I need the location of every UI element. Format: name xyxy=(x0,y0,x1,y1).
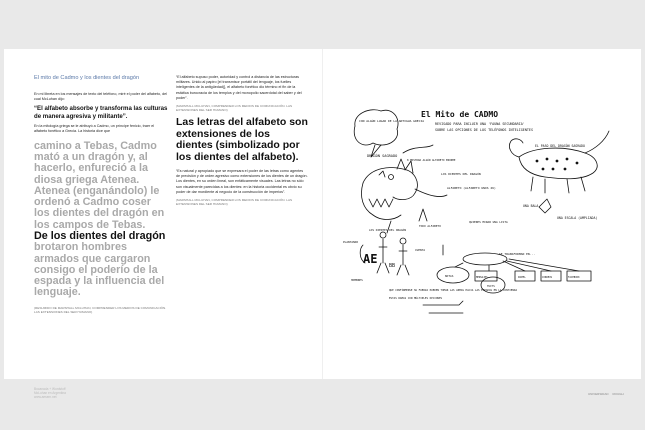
big-line: Atenea (enganándolo) le xyxy=(34,184,160,197)
teeth-paragraph: “Es natural y apropiado que se expresara el poder de las letras como agentes de precisión y de orden agresivo como extensiones de los dientes de un dragón. Los dientes, en su orden lineal, son enfáticamente visuales. Las letras no sólo son visualmente parecidas a los dientes: en la historia occidental es obvio su poder de dar mordiente al negocio de la construcción de imperios”. xyxy=(176,169,308,194)
label-ocho: 8 MOSTRAR ALGÚN ALFABETO ENORME xyxy=(407,159,456,162)
footer-credits xyxy=(34,387,66,400)
big-line: hacerlo, enfureció a la xyxy=(34,162,149,175)
big-line: brotaron hombres xyxy=(34,241,127,254)
label-papel: PAPEL xyxy=(518,276,526,279)
soldier xyxy=(377,239,389,273)
label-correos: CORREOS xyxy=(542,276,553,279)
myth-paragraph: En la mitología griega se le atribuyó a Cadmo, un príncipe fenicio, traer el alfabeto fonético a Grecia. La historia dice que xyxy=(34,124,155,134)
citation: (RESUMIDO DE MARSHALL MCLUHAN, COMPRENDER LOS MEDIOS DE COMUNICACIÓN. LAS EXTENSIONES DEL SER HUMANO) xyxy=(34,305,167,314)
citation: (MARSHALL MCLUHAN, COMPRENDER LOS MEDIOS DE COMUNICACIÓN. LAS EXTENSIONES DEL SER HUMANO) xyxy=(176,104,293,113)
label-tuits: TUITS xyxy=(487,285,495,288)
label-alfabeto: ALFABETO (ALFABETO UNOS 26) xyxy=(447,186,496,190)
label-quiere: QUIERES MIRAR UNA LISTA xyxy=(469,220,508,224)
label-una: UNA BALA xyxy=(523,204,539,208)
mcluhan-quote: “El alfabeto absorbe y transforma las culturas de manera agresiva y militante”. xyxy=(34,105,168,120)
label-deudor: LOS DIENTES DEL DRAGÓN xyxy=(369,228,407,232)
label-dragon: DRAGÓN SAGRADO xyxy=(367,154,398,158)
book-spread xyxy=(4,49,641,400)
label-cargan xyxy=(389,287,517,292)
label-plantar: PLANTANDO xyxy=(343,240,359,244)
footer-line: Bocanada + Wordstuff xyxy=(34,387,66,391)
cadmo-sketch xyxy=(323,49,641,379)
label-estas: ESTAS RAMAS CON MÚLTIPLES OPCIONES xyxy=(389,297,443,300)
big-line: armados que cargaron xyxy=(34,252,151,265)
label-transforma: SE TRANSFORMAN EN... xyxy=(499,252,536,256)
label-mensajes: MENSAJES xyxy=(476,276,488,279)
big-line: lenguaje. xyxy=(34,286,81,299)
big-line: espada y la influencia del xyxy=(34,275,165,288)
power-paragraph: “El alfabeto supuso poder, autoridad y control a distancia de las estructuras militares. Unido al papiro [el transmisor portátil del lenguaje, los fuelles inteligentes de la antigüedad)], el alfabeto fonético dio término el fin de la estática burocracia de los templos y del monopolio sacerdotal del saber y del poder”. xyxy=(176,75,302,100)
footer-line: McLuhan en Argentina xyxy=(34,391,66,396)
label-facebook: FACEBOOK xyxy=(568,276,580,279)
big-line: mató a un dragón y, al xyxy=(34,150,148,163)
label-fierro: TODO ALFABETO xyxy=(419,224,441,228)
right-page xyxy=(323,49,641,396)
sketch-subtitle: REVISADO PARA INCLUIR UNA 'FAUNA SECUNDARIA' xyxy=(435,122,525,126)
dragon-head xyxy=(363,168,417,200)
label-pasto: EL PASO DEL DRAGÓN SAGRADO xyxy=(535,144,585,148)
label-notas: NOTAS xyxy=(445,274,454,278)
alphabet-letters-drawing: AE xyxy=(363,252,378,266)
myth-big-text-dark: De los dientes del dragón xyxy=(34,230,166,242)
label-cargan-text: QUE CONFÍRMENSE SU FUERZA PUEDEN TOMAR LAS ARMAS HACIA LAS ESPADAS EN LA CONTIENDA xyxy=(389,289,518,292)
footer-line: www.aesem.net xyxy=(34,395,57,400)
balloon-text: CON ALGÚN LUGAR DE LA ANTIGUA GRECIA xyxy=(359,119,425,123)
intro-paragraph: En mi libreta en los mensajes de texto del teléfono, miré el poder del alfabeto, del cual McLuhan dijo: xyxy=(34,92,168,102)
logo-university: UNIVERSIDAD xyxy=(588,392,609,396)
label-ampliada: UNA ESCALA (AMPLIADA) xyxy=(557,216,598,220)
big-line: camino a Tebas, Cadmo xyxy=(34,139,157,152)
left-column xyxy=(34,75,168,318)
middle-column xyxy=(176,75,308,210)
big-line: los campos de Tebas. xyxy=(34,218,146,231)
big-line: ordenó a Cadmo coser xyxy=(34,196,151,209)
sketch-subtitle: SOBRE LAS OPCIONES DE LOS TELÉFONOS INTELIGENTES xyxy=(435,128,533,132)
left-page xyxy=(4,49,322,400)
big-line: diosa griega Atenea. xyxy=(34,173,140,186)
teeth-heading: Las letras del alfabeto son extensiones de los dientes (simbolizado por los dientes del alfabeto). xyxy=(176,116,308,163)
big-line: los dientes del dragón en xyxy=(34,207,165,220)
alphabet-letters-drawing-small: BB xyxy=(389,263,396,269)
myth-big-text-grey-2 xyxy=(34,242,168,298)
balloon-outline xyxy=(354,110,398,145)
citation: (MARSHALL MCLUHAN, COMPRENDER LOS MEDIOS DE COMUNICACIÓN. LAS EXTENSIONES DEL SER HUMANO) xyxy=(176,198,293,207)
dragon-teeth xyxy=(369,199,393,207)
label-cuenta: CUENTA xyxy=(415,248,426,252)
section-title: El mito de Cadmo y los dientes del dragón xyxy=(34,75,140,81)
footer-logos xyxy=(588,393,624,397)
label-hombres: HOMBRES xyxy=(351,278,363,282)
sketch-title: El Mito de CADMO xyxy=(421,110,499,119)
label-dientes: LOS DIENTES DEL DRAGÓN xyxy=(441,172,481,176)
big-line: consigo el poderío de la xyxy=(34,263,158,276)
myth-big-text-grey xyxy=(34,141,168,231)
logo-rough: ROUGH xyxy=(612,392,624,396)
scale-drawing xyxy=(539,199,551,213)
